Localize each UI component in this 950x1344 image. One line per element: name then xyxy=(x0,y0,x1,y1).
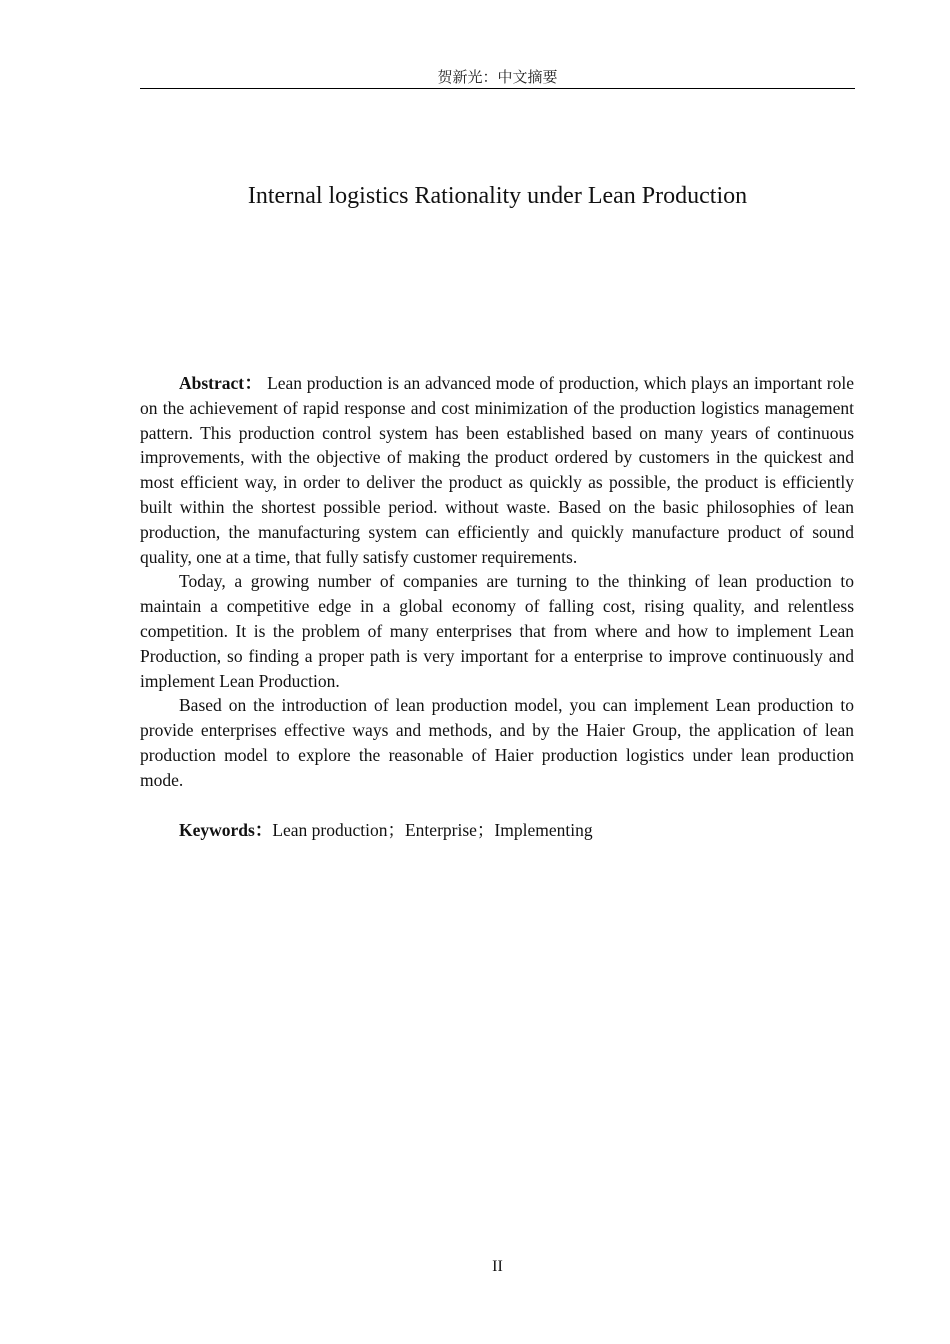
document-title: Internal logistics Rationality under Lean Production xyxy=(247,183,748,209)
abstract-paragraph-1 xyxy=(140,371,854,569)
page-number: II xyxy=(492,1258,503,1275)
abstract-label: Abstract： xyxy=(179,373,263,393)
abstract-paragraph-3: Based on the introduction of lean production model, you can implement Lean production to provide enterprises effective ways and methods, and by the Haier Group, the application of lean production model to explore the reasonable of Haier production logistics under lean production mode. xyxy=(140,695,854,790)
abstract-paragraph-2: Today, a growing number of companies are turning to the thinking of lean production to maintain a competitive edge in a global economy of falling cost, rising quality, and relentless competition. It is the problem of many enterprises that from where and how to implement Lean Production, so finding a proper path is very important for a enterprise to improve continuously and implement Lean Production. xyxy=(140,571,854,691)
abstract-paragraph-1-text: Lean production is an advanced mode of production, which plays an important role on the achievement of rapid response and cost minimization of the production logistics management pattern. This production control system has been established based on many years of continuous improvements, with the objective of making the product ordered by customers in the quickest and most efficient way, in order to deliver the product as quickly as possible, the product is efficiently built within the shortest possible period. without waste. Based on the basic philosophies of lean production, the manufacturing system can efficiently and quickly manufacture product of sound quality, one at a time, that fully satisfy customer requirements. xyxy=(140,373,855,567)
header-text: 贺新光：中文摘要 xyxy=(437,68,558,86)
page-header xyxy=(140,66,855,89)
keywords-text: Lean production；Enterprise；Implementing xyxy=(272,819,593,840)
keywords-label: Keywords： xyxy=(179,819,273,840)
abstract-section xyxy=(140,371,854,842)
keywords-line xyxy=(140,818,854,843)
